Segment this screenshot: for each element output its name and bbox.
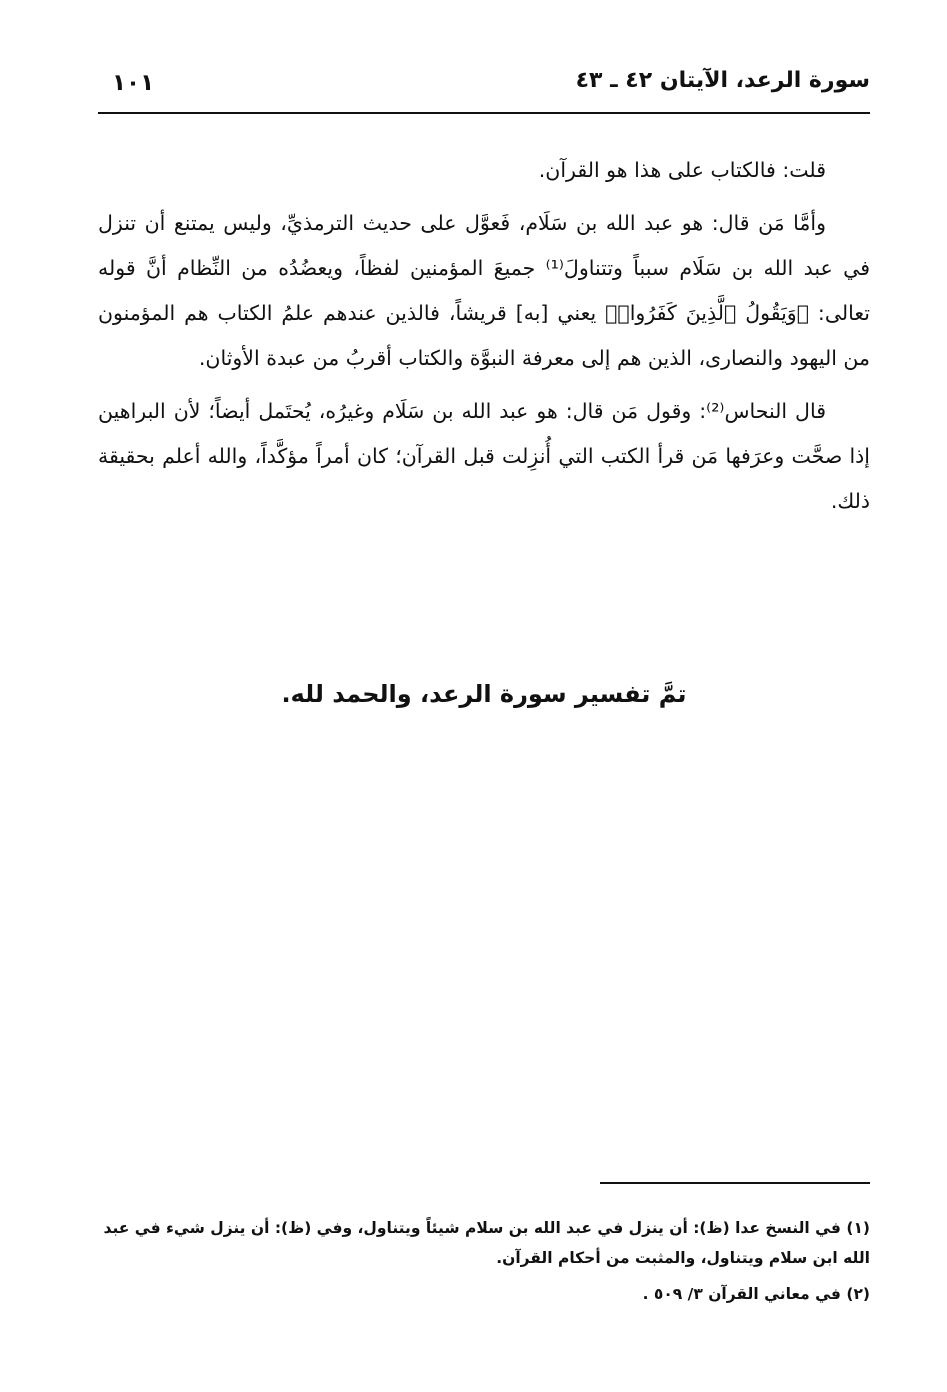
paragraph: قلت: فالكتاب على هذا هو القرآن.	[538, 158, 826, 182]
running-title: سورة الرعد، الآيتان ٤٢ ـ ٤٣	[575, 68, 870, 93]
footnote-divider	[600, 1182, 870, 1184]
page-number: ١٠١	[112, 70, 155, 96]
paragraph: قال النحاس⁽²⁾: وقول مَن قال: هو عبد الله بن سَلَام وغيرُه، يُحتَمل أيضاً؛ لأن البراهين إذا صحَّت وعرَفها مَن قرأ الكتب التي أُنزِلت قبل القرآن؛ كان أمراً مؤكَّداً، والله أعلم بحقيقة ذلك.	[98, 399, 870, 513]
footnote: (٢) في معاني القرآن ٣/ ٥٠٩ .	[642, 1285, 870, 1303]
footnote: (١) في النسخ عدا (ظ): أن ينزل في عبد الله بن سلام شيئاً ويتناول، وفي (ظ): أن ينزل شيء في عبد الله ابن سلام ويتناول، والمثبت من أحكام القرآن.	[103, 1219, 870, 1267]
page-header	[98, 62, 870, 114]
paragraph: وأمَّا مَن قال: هو عبد الله بن سَلَام، فَعوَّل على حديث الترمذيِّ، وليس يمتنع أن تنزل في عبد الله بن سَلَام سبباً وتتناولَ⁽¹⁾ جميعَ المؤمنين لفظاً، ويعضُدُه من النِّظام أنَّ قوله تعالى: ﴿وَيَقُولُ ٱلَّذِينَ كَفَرُوا۟﴾ يعني [به] قريشاً، فالذين عندهم علمُ الكتاب هم المؤمنون من اليهود والنصارى، الذين هم إلى معرفة النبوَّة والكتاب أقربُ من عبدة الأوثان.	[98, 211, 870, 370]
footnotes	[98, 1213, 870, 1315]
body-text	[98, 148, 870, 532]
closing-line: تمَّ تفسير سورة الرعد، والحمد لله.	[281, 680, 687, 708]
